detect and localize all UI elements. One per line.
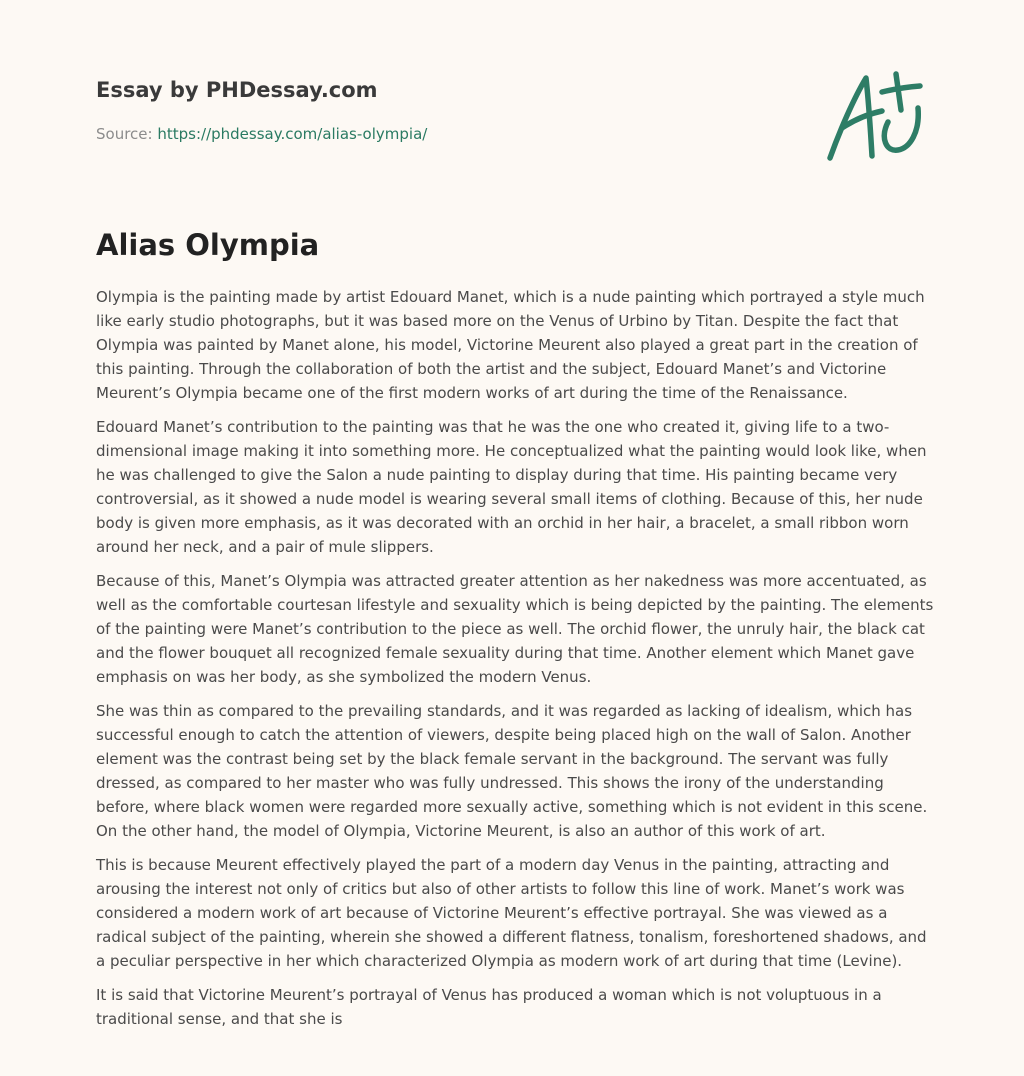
essay-paragraph: She was thin as compared to the prevailing standards, and it was regarded as lacking of idealism, which has successful enough to catch the attention of viewers, despite being placed high on the wall of Salon. Another element was the contrast being set by the black female servant in the background. The servant was fully dressed, as compared to her master who was fully undressed. This shows the irony of the understanding before, where black women were regarded more sexually active, something which is not evident in this scene. On the other hand, the model of Olympia, Victorine Meurent, is also an author of this work of art.: [96, 702, 928, 840]
a-plus-logo-icon: [822, 66, 928, 166]
essay-paragraph: It is said that Victorine Meurent’s portrayal of Venus has produced a woman which is not voluptuous in a traditional sense, and that she is: [96, 986, 882, 1028]
essay-paragraph: Edouard Manet’s contribution to the painting was that he was the one who created it, giving life to a two-dimensional image making it into something more. He conceptualized what the painting would look like, when he was challenged to give the Salon a nude painting to display during that time. His painting became very controversial, as it showed a nude model is wearing several small items of clothing. Because of this, her nude body is given more emphasis, as it was decorated with an orchid in her hair, a bracelet, a small ribbon worn around her neck, and a pair of mule slippers.: [96, 418, 927, 556]
site-title: Essay by PHDessay.com: [96, 78, 378, 102]
essay-body: [96, 285, 936, 1041]
source-line: [96, 124, 928, 144]
page-header: [96, 76, 928, 144]
essay-paragraph: This is because Meurent effectively played the part of a modern day Venus in the painting, attracting and arousing the interest not only of critics but also of other artists to follow this line of work. Manet’s work was considered a modern work of art because of Victorine Meurent’s effective portrayal. She was viewed as a radical subject of the painting, wherein she showed a different flatness, tonalism, foreshortened shadows, and a peculiar perspective in her which characterized Olympia as modern work of art during that time (Levine).: [96, 856, 927, 970]
source-label: Source:: [96, 125, 153, 143]
essay-paragraph: Because of this, Manet’s Olympia was attracted greater attention as her nakedness was more accentuated, as well as the comfortable courtesan lifestyle and sexuality which is being depicted by the painting. The elements of the painting were Manet’s contribution to the piece as well. The orchid flower, the unruly hair, the black cat and the flower bouquet all recognized female sexuality during that time. Another element which Manet gave emphasis on was her body, as she symbolized the modern Venus.: [96, 572, 934, 686]
essay-title: Alias Olympia: [96, 228, 320, 262]
source-link[interactable]: https://phdessay.com/alias-olympia/: [157, 125, 428, 143]
essay-paragraph: Olympia is the painting made by artist Edouard Manet, which is a nude painting which portrayed a style much like early studio photographs, but it was based more on the Venus of Urbino by Titan. Despite the fact that Olympia was painted by Manet alone, his model, Victorine Meurent also played a great part in the creation of this painting. Through the collaboration of both the artist and the subject, Edouard Manet’s and Victorine Meurent’s Olympia became one of the first modern works of art during the time of the Renaissance.: [96, 288, 925, 402]
